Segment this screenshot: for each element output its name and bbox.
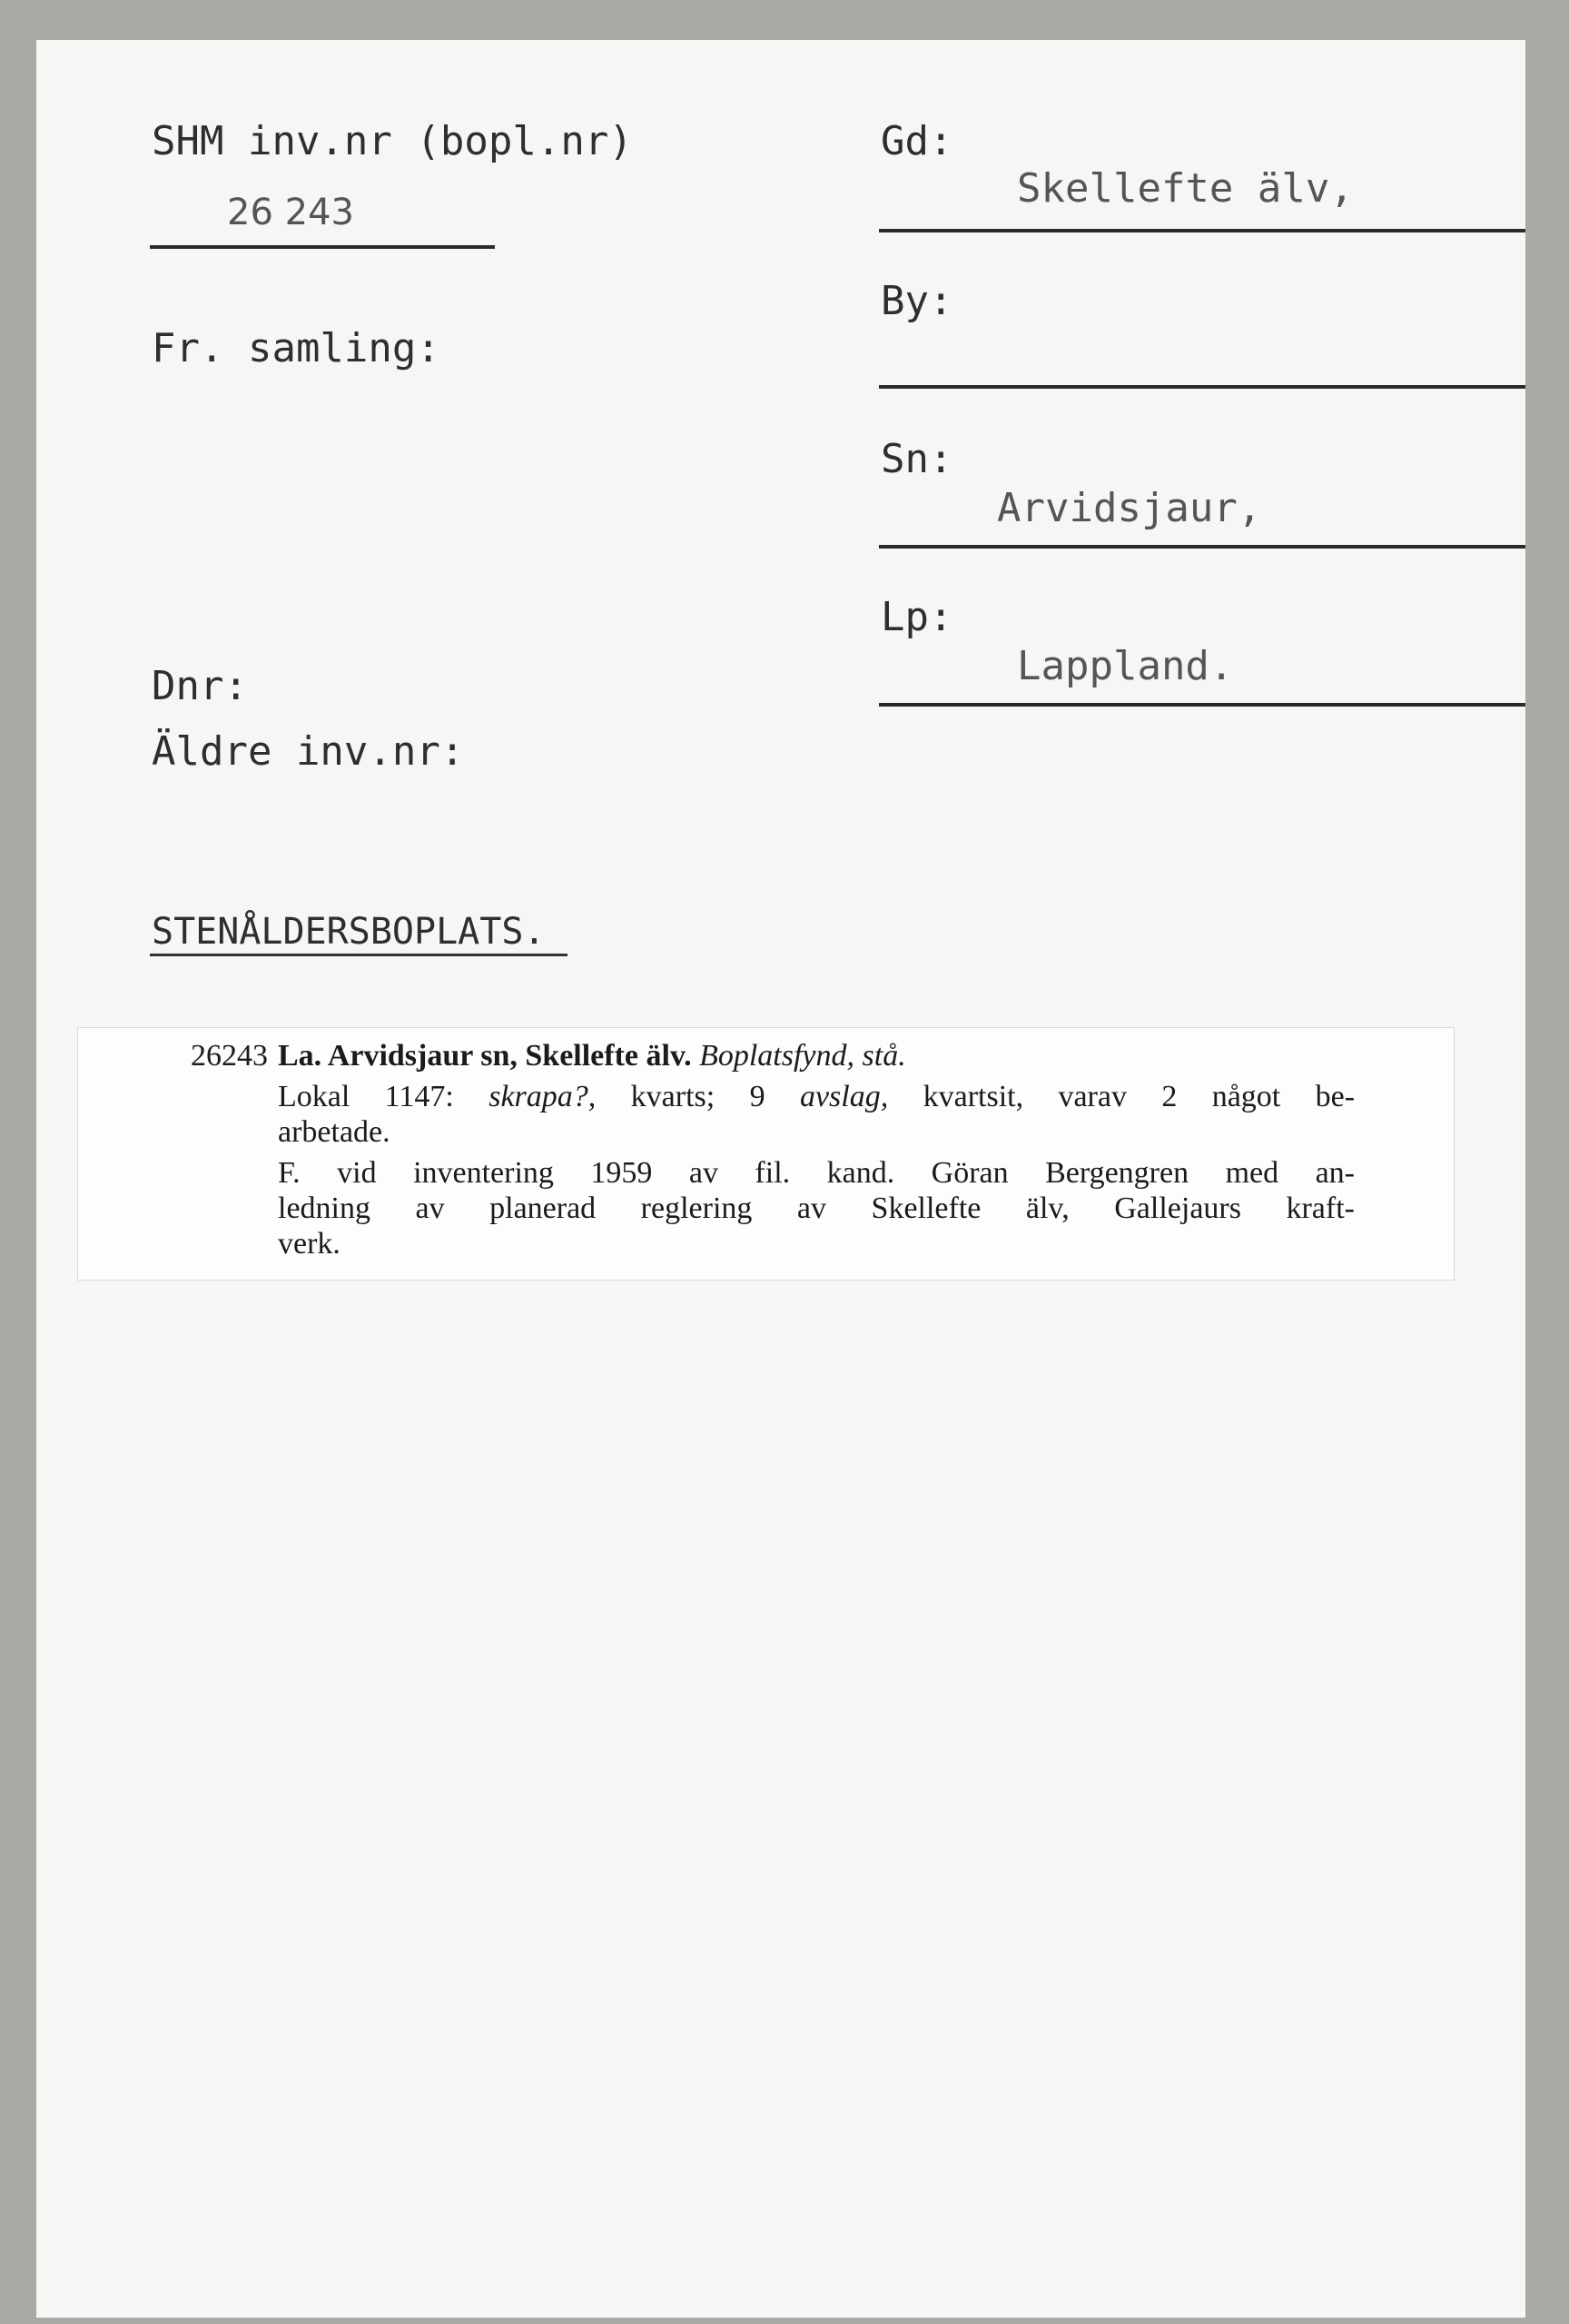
clipping-text: kvarts; 9 [630,1080,765,1113]
clipping-number: 26243 [191,1039,268,1073]
clipping-find-type: Boplatsfynd, stå. [699,1039,906,1073]
dnr-label: Dnr: [152,663,248,709]
inv-value: 26 243 [227,192,354,233]
by-underline [879,385,1525,389]
clipping-line-5 [278,1192,1355,1226]
sn-underline [879,545,1525,549]
clipping-text: Lokal 1147: [278,1080,454,1113]
fr-samling-label: Fr. samling: [152,325,440,371]
clipping-heading: La. Arvidsjaur sn, Skellefte älv. [278,1039,692,1073]
category-heading: STENÅLDERSBOPLATS. [152,911,546,953]
printed-clipping [77,1027,1455,1281]
lp-value: Lappland. [1017,643,1234,689]
clipping-line-3: arbetade. [278,1115,390,1149]
clipping-text: F. vid inventering 1959 av fil. kand. Göran Bergengren med an- [278,1156,1355,1190]
inv-label: SHM inv.nr (bopl.nr) [152,118,633,164]
category-underline [150,954,567,956]
clipping-text-italic: skrapa?, [488,1080,597,1113]
inv-underline [150,245,495,249]
aldre-inv-label: Äldre inv.nr: [152,728,465,775]
gd-value: Skellefte älv, [1017,165,1354,212]
clipping-text-italic: avslag, [799,1080,889,1113]
clipping-line-6: verk. [278,1227,340,1261]
clipping-line-4 [278,1156,1355,1191]
sn-value: Arvidsjaur, [997,485,1262,531]
clipping-line-1 [278,1039,906,1073]
clipping-text: kvartsit, varav 2 något be- [923,1080,1356,1113]
gd-underline [879,229,1525,232]
lp-underline [879,703,1525,707]
gd-label: Gd: [881,118,953,164]
lp-label: Lp: [881,594,953,640]
clipping-line-2 [278,1080,1355,1114]
by-label: By: [881,278,953,324]
sn-label: Sn: [881,436,953,482]
clipping-text: ledning av planerad reglering av Skellefte älv, Gallejaurs kraft- [278,1192,1355,1225]
